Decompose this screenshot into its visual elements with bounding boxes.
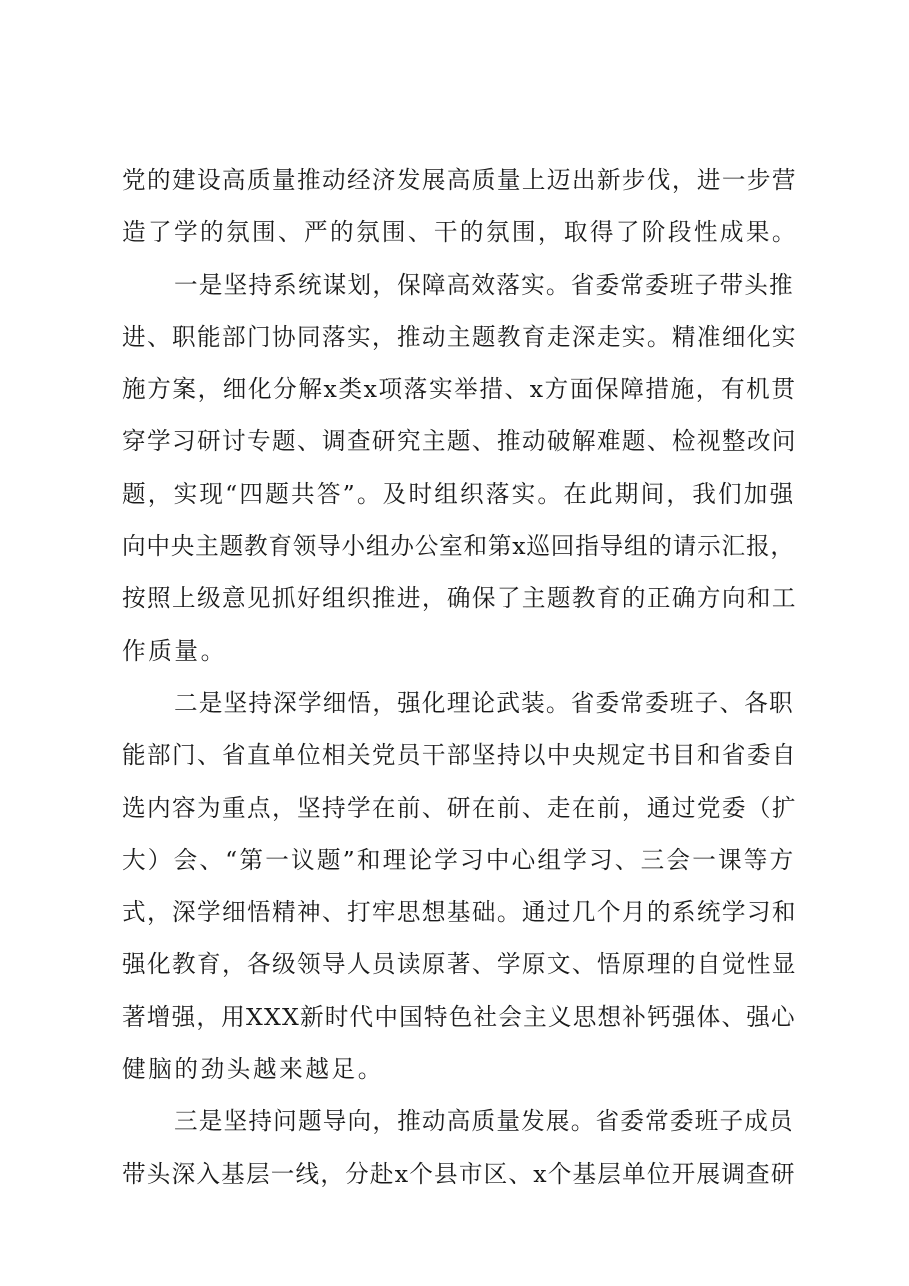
text-line: 作质量。 xyxy=(122,636,227,665)
text-line: 健脑的劲头越来越足。 xyxy=(122,1055,384,1084)
text-line: 能部门、省直单位相关党员干部坚持以中央规定书目和省委自 xyxy=(122,741,797,770)
document-body xyxy=(122,154,798,1200)
paragraph-deep-study xyxy=(122,677,798,1095)
paragraph-intro-continuation xyxy=(122,154,798,259)
text-line: 施方案，细化分解x类x项落实举措、x方面保障措施，有机贯 xyxy=(122,375,797,404)
text-line: 穿学习研讨专题、调查研究主题、推动破解难题、检视整改问 xyxy=(122,427,797,456)
text-line: 进、职能部门协同落实，推动主题教育走深走实。精准细化实 xyxy=(122,322,797,351)
text-line: 著增强，用XXX新时代中国特色社会主义思想补钙强体、强心 xyxy=(122,1002,796,1031)
text-line: 按照上级意见抓好组织推进，确保了主题教育的正确方向和工 xyxy=(122,584,797,613)
text-line: 带头深入基层一线，分赴x个县市区、x个基层单位开展调查研 xyxy=(122,1159,796,1188)
text-line: 式，深学细悟精神、打牢思想基础。通过几个月的系统学习和 xyxy=(122,898,797,927)
text-line: 向中央主题教育领导小组办公室和第x巡回指导组的请示汇报， xyxy=(122,532,795,561)
text-line: 题，实现“四题共答”。及时组织落实。在此期间，我们加强 xyxy=(122,479,796,508)
text-line: 强化教育，各级领导人员读原著、学原文、悟原理的自觉性显 xyxy=(122,950,797,979)
text-line: 一是坚持系统谋划，保障高效落实。省委常委班子带头推 xyxy=(174,270,794,299)
paragraph-system-planning xyxy=(122,259,798,677)
text-line: 党的建设高质量推动经济发展高质量上迈出新步伐，进一步营 xyxy=(122,166,797,194)
text-line: 二是坚持深学细悟，强化理论武装。省委常委班子、各职 xyxy=(174,688,794,717)
text-line: 造了学的氛围、严的氛围、干的氛围，取得了阶段性成果。 xyxy=(122,218,798,247)
paragraph-problem-oriented xyxy=(122,1095,798,1200)
text-line: 大）会、“第一议题”和理论学习中心组学习、三会一课等方 xyxy=(122,845,796,874)
text-line: 选内容为重点，坚持学在前、研在前、走在前，通过党委（扩 xyxy=(122,793,797,822)
text-line: 三是坚持问题导向，推动高质量发展。省委常委班子成员 xyxy=(174,1107,794,1136)
